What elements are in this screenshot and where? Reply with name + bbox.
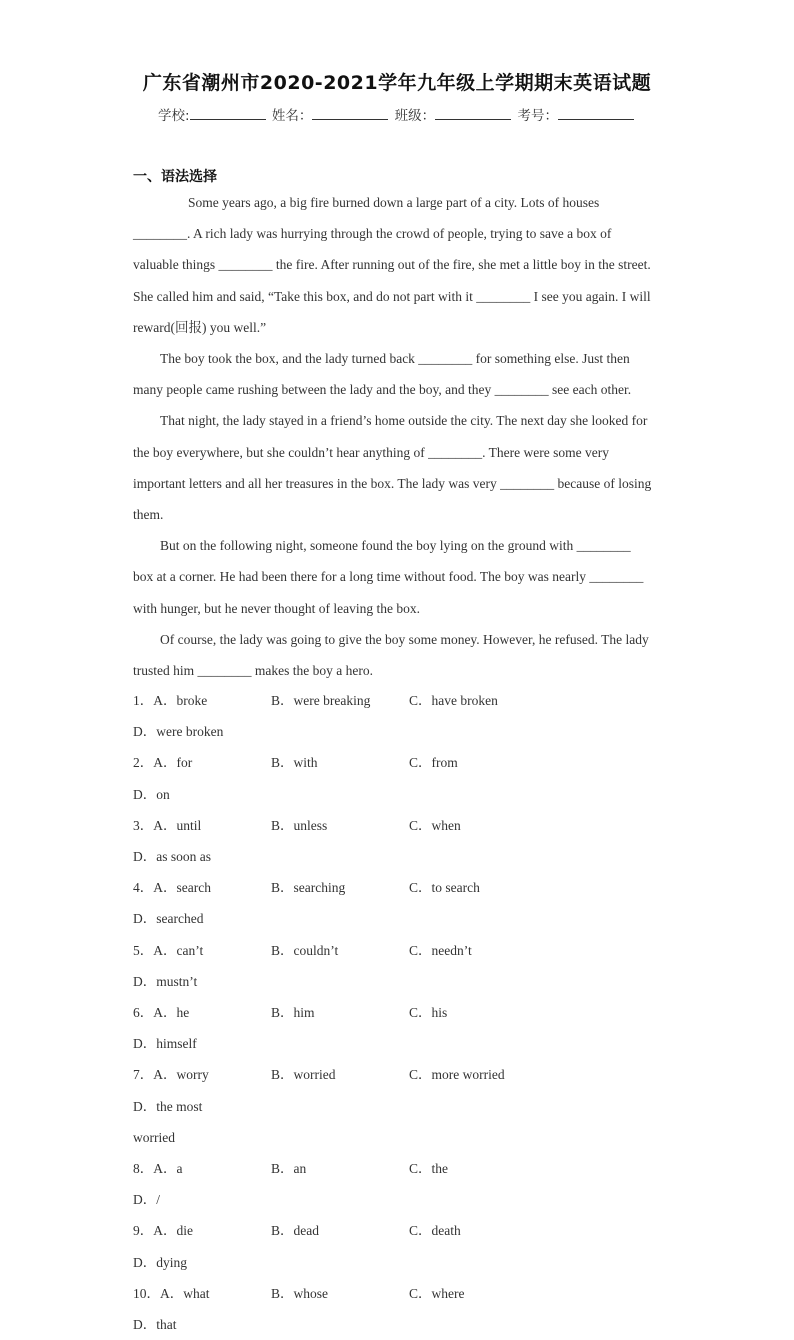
question-row <box>133 747 673 809</box>
option-d[interactable]: D．mustn’t <box>133 973 198 989</box>
option-c[interactable]: C．when <box>409 817 461 833</box>
option-b[interactable]: B．unless <box>271 817 328 833</box>
question-options <box>133 685 673 1340</box>
option-c[interactable]: C．more worried <box>409 1067 505 1083</box>
option-b[interactable]: B．couldn’t <box>271 942 339 958</box>
option-b[interactable]: B．searching <box>271 880 346 896</box>
option-b[interactable]: B．worried <box>271 1067 336 1083</box>
class-label: 班级： <box>394 108 436 124</box>
option-d[interactable]: D．the most <box>133 1098 203 1114</box>
option-d[interactable]: D．that <box>133 1317 177 1333</box>
question-row <box>133 872 673 934</box>
name-blank[interactable] <box>312 105 388 120</box>
option-a[interactable]: 9．A．die <box>133 1223 193 1239</box>
section-title: 一、语法选择 <box>133 169 217 185</box>
option-c[interactable]: C．have broken <box>409 693 498 708</box>
option-b[interactable]: B．whose <box>271 1285 328 1301</box>
question-row <box>133 935 673 997</box>
question-row <box>133 685 673 747</box>
option-b[interactable]: B．dead <box>271 1223 319 1239</box>
passage-paragraph: Of course, the lady was going to give the boy some money. However, he refused. The lady trusted him ________ makes the boy a hero. <box>133 631 649 679</box>
option-a[interactable]: 2．A．for <box>133 755 193 771</box>
option-c[interactable]: C．to search <box>409 880 480 896</box>
question-row <box>133 997 673 1059</box>
option-c[interactable]: C．needn’t <box>409 942 472 958</box>
option-c[interactable]: C．his <box>409 1005 448 1021</box>
option-a[interactable]: 3．A．until <box>133 817 202 833</box>
passage-paragraph: Some years ago, a big fire burned down a large part of a city. Lots of houses ________. A rich lady was hurrying through the crowd of people, trying to save a box of valuable things ________ the fire. After running out of the fire, she met a little boy in the street. She called him and said, “Take this box, and do not part with it ________ I see you again. I will reward(回报) you well.” <box>133 195 651 335</box>
reading-passage <box>133 187 653 686</box>
passage-paragraph: The boy took the box, and the lady turned back ________ for something else. Just then many people came rushing between the lady and the boy, and they ________ see each other. <box>133 351 632 398</box>
option-c[interactable]: C．from <box>409 755 458 771</box>
school-label: 学校: <box>158 108 190 124</box>
option-a[interactable]: 6．A．he <box>133 1005 190 1021</box>
option-c[interactable]: C．where <box>409 1285 465 1301</box>
option-a[interactable]: 5．A．can’t <box>133 942 204 958</box>
name-label: 姓名： <box>271 108 313 124</box>
passage-paragraph: That night, the lady stayed in a friend’s home outside the city. The next day she looked for the boy everywhere, but she couldn’t hear anything of ________. There were some very important letters and all her treasures in the box. The lady was very ________ because of losing them. <box>133 413 652 523</box>
option-b[interactable]: B．with <box>271 755 318 771</box>
number-label: 考号： <box>517 108 558 124</box>
option-d[interactable]: D．searched <box>133 911 204 927</box>
option-d[interactable]: D．/ <box>133 1192 160 1208</box>
option-d[interactable]: D．as soon as <box>133 849 211 865</box>
option-b[interactable]: B．him <box>271 1005 315 1021</box>
question-row <box>133 1059 673 1153</box>
question-row <box>133 810 673 872</box>
option-b[interactable]: B．were breaking <box>271 693 371 708</box>
option-a[interactable]: 1．A．broke <box>133 693 208 708</box>
school-blank[interactable] <box>190 105 266 120</box>
option-a[interactable]: 10．A．what <box>133 1285 210 1301</box>
option-c[interactable]: C．death <box>409 1223 461 1239</box>
option-d[interactable]: D．on <box>133 786 170 802</box>
passage-paragraph: But on the following night, someone found the boy lying on the ground with ________ box at a corner. He had been there for a long time without food. The boy was nearly ________ with hunger, but he never thought of leaving the box. <box>133 538 644 616</box>
class-blank[interactable] <box>435 105 511 120</box>
option-d-continuation: worried <box>133 1129 175 1145</box>
question-row <box>133 1278 673 1340</box>
number-blank[interactable] <box>558 105 634 120</box>
option-a[interactable]: 8．A．a <box>133 1161 183 1177</box>
option-a[interactable]: 7．A．worry <box>133 1067 209 1083</box>
option-d[interactable]: D．were broken <box>133 724 224 740</box>
student-info-line <box>0 104 794 124</box>
option-d[interactable]: D．himself <box>133 1036 197 1052</box>
option-c[interactable]: C．the <box>409 1161 448 1177</box>
page-title: 广东省潮州市2020-2021学年九年级上学期期末英语试题 <box>142 72 652 94</box>
question-row <box>133 1153 673 1215</box>
option-a[interactable]: 4．A．search <box>133 880 211 896</box>
question-row <box>133 1215 673 1277</box>
option-b[interactable]: B．an <box>271 1161 307 1177</box>
option-d[interactable]: D．dying <box>133 1254 187 1270</box>
